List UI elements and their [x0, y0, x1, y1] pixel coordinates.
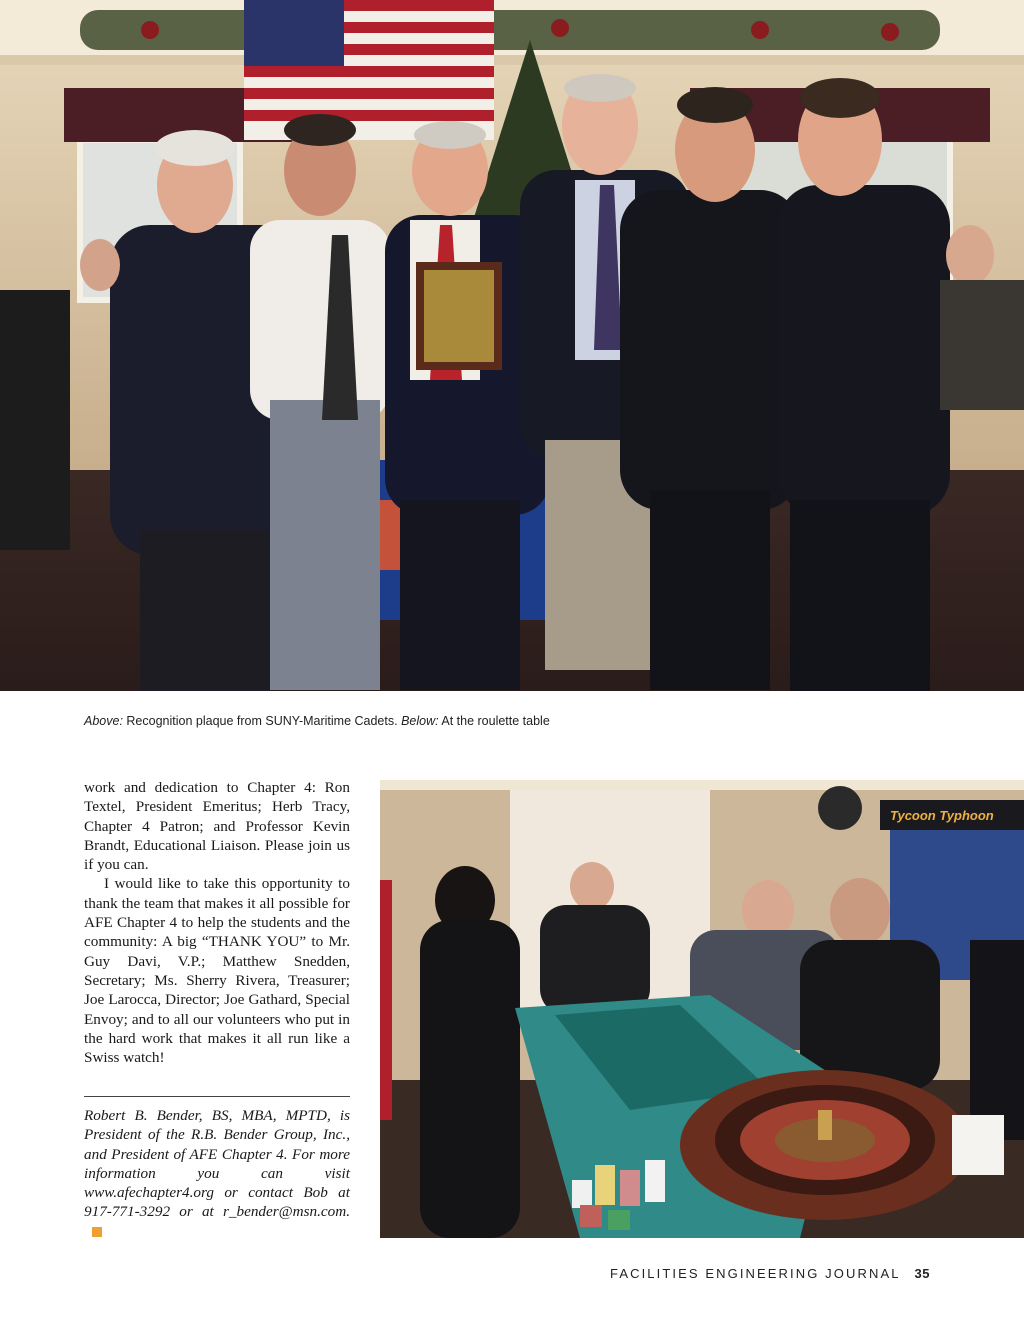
author-bio-text: Robert B. Bender, BS, MBA, MPTD, is President of the R.B. Bender Group, Inc., and President of AFE Chapter 4. For more information you can visit www.afechapter4.org or contact Bob at 917-771-3292 or at r_bender@msn.com. — [84, 1107, 350, 1221]
caption-below-text: At the roulette table — [438, 714, 550, 728]
caption-above-text: Recognition plaque from SUNY-Maritime Cadets. — [122, 714, 402, 728]
american-flag — [244, 0, 494, 140]
body-paragraph-2: I would like to take this opportunity to thank the team that makes it all possible for AFE Chapter 4 to help the students and the community: A big “THANK YOU” to Mr. Guy Davi, V.P.; Matthew Snedden, Secretary; Ms. Sherry Rivera, Treasurer; Joe Larocca, Director; Joe Gathard, Special Envoy; and to all our volunteers who put in the hard work that makes it all run like a Swiss watch! — [84, 875, 350, 1067]
caption-below-label: Below: — [401, 714, 439, 728]
roulette-wheel — [680, 1070, 970, 1220]
article-body — [84, 778, 350, 1067]
photo-caption — [84, 714, 984, 728]
page-number: 35 — [914, 1266, 931, 1281]
roulette-photo — [380, 780, 1024, 1238]
body-paragraph-1: work and dedication to Chapter 4: Ron Textel, President Emeritus; Herb Tracy, Chapter 4 Patron; and Professor Kevin Brandt, Educational Liaison. Please join us if you can. — [84, 779, 350, 874]
author-bio — [84, 1106, 350, 1241]
bio-divider — [84, 1096, 350, 1097]
end-of-article-mark-icon — [92, 1227, 102, 1237]
caption-above-label: Above: — [84, 714, 123, 728]
journal-name: FACILITIES ENGINEERING JOURNAL — [610, 1266, 901, 1281]
roulette-photo-illustration — [380, 780, 1024, 1238]
page-footer — [610, 1266, 940, 1281]
tycoon-typhoon-sign: Tycoon Typhoon — [890, 808, 994, 823]
